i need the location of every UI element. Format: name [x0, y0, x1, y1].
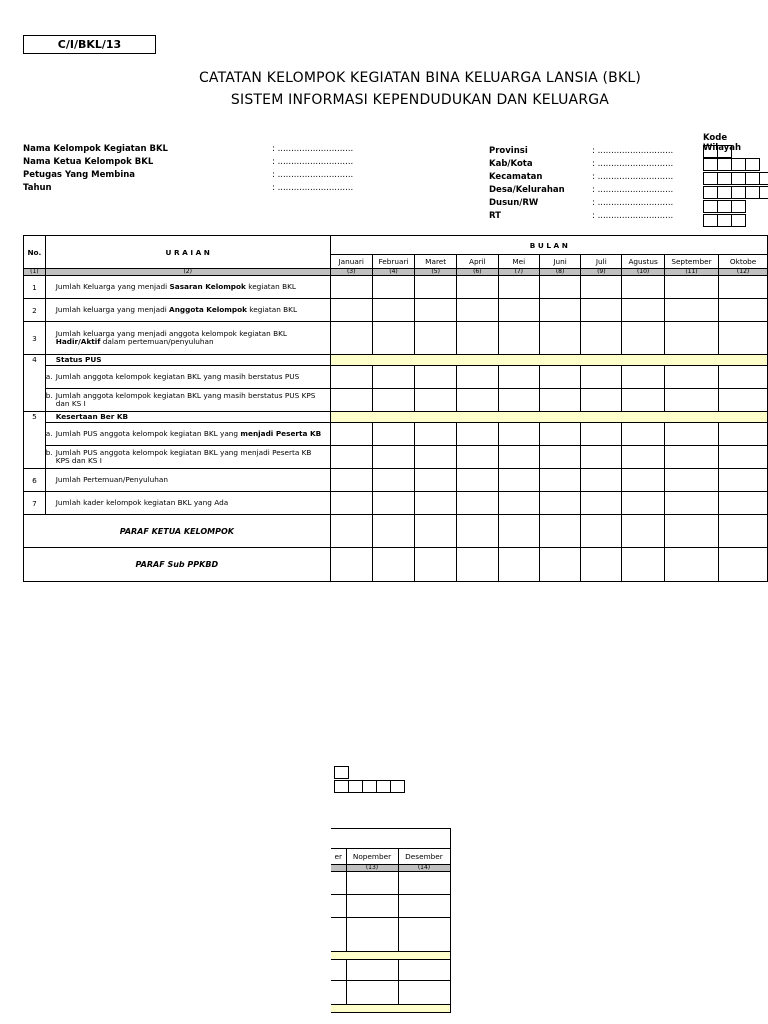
data-cell[interactable] — [457, 446, 499, 469]
col-number: (4) — [372, 269, 414, 276]
data-cell[interactable] — [581, 276, 622, 299]
row-text: dalam pertemuan/penyuluhan — [100, 337, 214, 346]
col-number: (11) — [664, 269, 718, 276]
sign-cell[interactable] — [457, 548, 499, 582]
info-label: Tahun — [23, 183, 52, 193]
sign-cell[interactable] — [415, 515, 457, 548]
data-cell[interactable] — [330, 366, 372, 389]
data-cell[interactable] — [498, 322, 539, 355]
info-value[interactable]: : ............................ — [272, 170, 354, 180]
sub-marker: b. — [45, 391, 53, 400]
row-text-emphasis: Hadir/Aktif — [55, 337, 101, 346]
col-number: (9) — [581, 269, 622, 276]
data-cell[interactable] — [372, 299, 414, 322]
col-number: (5) — [415, 269, 457, 276]
data-cell[interactable] — [415, 322, 457, 355]
info-value[interactable]: : ............................ — [272, 183, 354, 193]
sub-marker: a. — [45, 372, 53, 381]
info-value[interactable]: : ............................ — [592, 146, 674, 156]
data-cell[interactable] — [622, 492, 664, 515]
data-cell[interactable] — [622, 446, 664, 469]
data-cell[interactable] — [539, 276, 580, 299]
kode-kabkota-boxes[interactable] — [703, 158, 760, 171]
data-cell[interactable] — [539, 366, 580, 389]
data-cell[interactable] — [457, 389, 499, 412]
row-text: kegiatan BKL — [246, 305, 298, 314]
data-cell[interactable] — [498, 469, 539, 492]
table-row — [24, 355, 768, 366]
sign-cell[interactable] — [539, 548, 580, 582]
col-number: (8) — [539, 269, 580, 276]
section-title: Status PUS — [55, 355, 102, 364]
info-label: Provinsi — [489, 146, 528, 156]
section-fill — [330, 412, 767, 423]
row-number: 7 — [24, 492, 46, 515]
sign-cell[interactable] — [719, 515, 768, 548]
info-label: Nama Ketua Kelompok BKL — [23, 157, 154, 167]
table-row — [24, 299, 768, 322]
data-cell[interactable] — [539, 492, 580, 515]
kode-rt-boxes[interactable] — [703, 214, 746, 227]
data-cell[interactable] — [622, 423, 664, 446]
data-cell[interactable] — [581, 423, 622, 446]
month-header: Maret — [415, 255, 457, 269]
paraf-sub-label: PARAF Sub PPKBD — [24, 548, 331, 582]
row-description — [45, 492, 330, 515]
table-row — [24, 389, 768, 412]
sign-cell[interactable] — [415, 548, 457, 582]
month-header: September — [664, 255, 718, 269]
sign-cell[interactable] — [498, 515, 539, 548]
sign-cell[interactable] — [457, 515, 499, 548]
sign-cell[interactable] — [372, 515, 414, 548]
table-row — [24, 366, 768, 389]
table-row — [24, 412, 768, 423]
info-value[interactable]: : ............................ — [592, 185, 674, 195]
data-cell[interactable] — [498, 446, 539, 469]
data-cell[interactable] — [539, 322, 580, 355]
data-cell[interactable] — [719, 446, 768, 469]
data-cell[interactable] — [457, 276, 499, 299]
data-cell[interactable] — [415, 446, 457, 469]
data-cell[interactable] — [719, 366, 768, 389]
month-header: er — [331, 849, 346, 865]
data-cell[interactable] — [415, 299, 457, 322]
data-cell[interactable] — [664, 492, 718, 515]
row-text-emphasis: Anggota Kelompok — [169, 305, 247, 314]
data-cell[interactable] — [415, 469, 457, 492]
data-cell[interactable] — [457, 492, 499, 515]
data-cell[interactable] — [457, 423, 499, 446]
fragment-kode-boxes-1 — [334, 766, 349, 779]
data-cell[interactable] — [415, 366, 457, 389]
row-text: Jumlah PUS anggota kelompok kegiatan BKL yang — [55, 429, 241, 438]
data-cell[interactable] — [457, 366, 499, 389]
info-value[interactable]: : ............................ — [272, 144, 354, 154]
data-cell[interactable] — [719, 276, 768, 299]
section-fill — [330, 355, 767, 366]
data-cell[interactable] — [539, 446, 580, 469]
row-description — [45, 299, 330, 322]
info-value[interactable]: : ............................ — [592, 172, 674, 182]
data-cell[interactable] — [330, 389, 372, 412]
info-value[interactable]: : ............................ — [272, 157, 354, 167]
data-cell[interactable] — [457, 469, 499, 492]
data-cell[interactable] — [622, 389, 664, 412]
data-cell[interactable] — [581, 322, 622, 355]
row-text-emphasis: Sasaran Kelompok — [169, 282, 246, 291]
info-label: Petugas Yang Membina — [23, 170, 136, 180]
data-cell[interactable] — [372, 446, 414, 469]
data-cell[interactable] — [415, 276, 457, 299]
sign-cell[interactable] — [372, 548, 414, 582]
sign-cell[interactable] — [622, 515, 664, 548]
title-line-2: SISTEM INFORMASI KEPENDUDUKAN DAN KELUARGA — [230, 92, 610, 108]
row-text: Jumlah Pertemuan/Penyuluhan — [55, 475, 168, 484]
col-number: (2) — [45, 269, 330, 276]
row-description — [45, 446, 330, 469]
data-cell[interactable] — [622, 276, 664, 299]
col-bulan-header: B U L A N — [330, 236, 767, 255]
data-cell[interactable] — [457, 299, 499, 322]
row-description — [45, 322, 330, 355]
table-row — [24, 469, 768, 492]
data-cell[interactable] — [330, 469, 372, 492]
data-cell[interactable] — [581, 469, 622, 492]
data-cell[interactable] — [664, 366, 718, 389]
data-cell[interactable] — [581, 389, 622, 412]
data-cell[interactable] — [498, 423, 539, 446]
data-cell[interactable] — [330, 446, 372, 469]
title-line-1: CATATAN KELOMPOK KEGIATAN BINA KELUARGA LANSIA (BKL) — [198, 70, 642, 86]
col-number: (14) — [398, 865, 450, 872]
data-cell[interactable] — [719, 469, 768, 492]
row-text: Jumlah kader kelompok kegiatan BKL yang Ada — [55, 498, 229, 507]
fragment-header-cell — [331, 829, 450, 849]
data-cell[interactable] — [372, 322, 414, 355]
data-cell[interactable] — [664, 322, 718, 355]
row-description — [45, 366, 330, 389]
col-number: (12) — [719, 269, 768, 276]
sign-cell[interactable] — [581, 548, 622, 582]
data-cell[interactable] — [498, 366, 539, 389]
row-text: kegiatan BKL — [245, 282, 296, 291]
kode-desa-boxes[interactable] — [703, 186, 768, 199]
fragment-kode-boxes-2 — [334, 780, 405, 793]
data-cell[interactable] — [719, 423, 768, 446]
col-number: (6) — [457, 269, 499, 276]
info-value[interactable]: : ............................ — [592, 159, 674, 169]
info-label: Kab/Kota — [489, 159, 533, 169]
month-header: Juni — [539, 255, 580, 269]
data-cell[interactable] — [581, 366, 622, 389]
sign-cell[interactable] — [664, 515, 718, 548]
col-number: (7) — [498, 269, 539, 276]
data-cell[interactable] — [498, 276, 539, 299]
kode-provinsi-boxes[interactable] — [703, 145, 732, 158]
info-label: RT — [489, 211, 501, 221]
row-number: 6 — [24, 469, 46, 492]
fragment-table — [331, 828, 451, 1013]
info-label: Desa/Kelurahan — [489, 185, 565, 195]
data-cell[interactable] — [498, 299, 539, 322]
row-text: Jumlah anggota kelompok kegiatan BKL yang masih berstatus PUS KPS dan KS I — [55, 391, 316, 408]
sign-cell[interactable] — [539, 515, 580, 548]
month-header: April — [457, 255, 499, 269]
month-header: Februari — [372, 255, 414, 269]
form-code: C/I/BKL/13 — [23, 35, 156, 54]
row-text: Jumlah anggota kelompok kegiatan BKL yang masih berstatus PUS — [55, 372, 300, 381]
row-number: 1 — [24, 276, 46, 299]
data-cell[interactable] — [539, 389, 580, 412]
data-cell[interactable] — [664, 446, 718, 469]
month-header: Mei — [498, 255, 539, 269]
col-number: (13) — [346, 865, 398, 872]
data-cell[interactable] — [664, 299, 718, 322]
sign-cell[interactable] — [622, 548, 664, 582]
data-cell[interactable] — [664, 389, 718, 412]
data-cell[interactable] — [457, 322, 499, 355]
row-text: Jumlah keluarga yang menjadi — [55, 305, 170, 314]
data-cell[interactable] — [664, 423, 718, 446]
info-value[interactable]: : ............................ — [592, 211, 674, 221]
data-cell[interactable] — [498, 389, 539, 412]
left-info-labels — [23, 143, 168, 195]
row-text: Jumlah keluarga yang menjadi anggota kelompok kegiatan BKL — [55, 329, 287, 338]
data-cell[interactable] — [581, 446, 622, 469]
month-header: Oktobe — [719, 255, 768, 269]
sign-cell[interactable] — [330, 548, 372, 582]
row-description — [45, 412, 330, 423]
table-row — [24, 423, 768, 446]
sub-marker: a. — [45, 429, 53, 438]
sign-cell[interactable] — [330, 515, 372, 548]
sign-cell[interactable] — [719, 548, 768, 582]
data-cell[interactable] — [372, 389, 414, 412]
kode-dusun-boxes[interactable] — [703, 200, 746, 213]
data-cell[interactable] — [622, 299, 664, 322]
sign-cell[interactable] — [664, 548, 718, 582]
data-cell[interactable] — [581, 492, 622, 515]
col-no-header: No. — [24, 236, 46, 269]
data-cell[interactable] — [372, 423, 414, 446]
row-description — [45, 355, 330, 366]
col-number: (1) — [24, 269, 46, 276]
data-cell[interactable] — [539, 469, 580, 492]
row-text: Jumlah Keluarga yang menjadi — [55, 282, 170, 291]
row-description — [45, 423, 330, 446]
kode-wilayah-label: Kode Wilayah — [703, 133, 742, 153]
month-header: Januari — [330, 255, 372, 269]
month-header: Nopember — [346, 849, 398, 865]
section-title: Kesertaan Ber KB — [55, 412, 129, 421]
paraf-ketua-label: PARAF KETUA KELOMPOK — [24, 515, 331, 548]
data-cell[interactable] — [330, 322, 372, 355]
recording-table — [23, 235, 768, 582]
data-cell[interactable] — [372, 469, 414, 492]
data-cell[interactable] — [330, 276, 372, 299]
col-number: (10) — [622, 269, 664, 276]
table-row — [24, 322, 768, 355]
info-label: Dusun/RW — [489, 198, 539, 208]
sign-cell[interactable] — [581, 515, 622, 548]
data-cell[interactable] — [719, 389, 768, 412]
data-cell[interactable] — [539, 423, 580, 446]
data-cell[interactable] — [664, 469, 718, 492]
month-header: Desember — [398, 849, 450, 865]
data-cell[interactable] — [372, 276, 414, 299]
data-cell[interactable] — [719, 299, 768, 322]
data-cell[interactable] — [539, 299, 580, 322]
col-number: (3) — [330, 269, 372, 276]
right-info-values — [592, 145, 673, 223]
row-text-emphasis: menjadi Peserta KB — [240, 429, 322, 438]
sub-marker: b. — [45, 448, 53, 457]
data-cell[interactable] — [372, 492, 414, 515]
row-number: 4 — [24, 355, 46, 412]
data-cell[interactable] — [415, 389, 457, 412]
month-header: Agustus — [622, 255, 664, 269]
info-value[interactable]: : ............................ — [592, 198, 674, 208]
left-info-values — [272, 143, 353, 195]
data-cell[interactable] — [581, 299, 622, 322]
info-label: Kecamatan — [489, 172, 543, 182]
table-row — [24, 446, 768, 469]
data-cell[interactable] — [498, 492, 539, 515]
data-cell[interactable] — [415, 423, 457, 446]
row-description — [45, 469, 330, 492]
row-number: 3 — [24, 322, 46, 355]
sign-cell[interactable] — [498, 548, 539, 582]
row-number: 5 — [24, 412, 46, 469]
data-cell[interactable] — [622, 322, 664, 355]
data-cell[interactable] — [719, 322, 768, 355]
right-info-labels — [489, 145, 565, 223]
data-cell[interactable] — [719, 492, 768, 515]
data-cell[interactable] — [372, 366, 414, 389]
kode-kecamatan-boxes[interactable] — [703, 172, 768, 185]
info-label: Nama Kelompok Kegiatan BKL — [23, 144, 168, 154]
row-number: 2 — [24, 299, 46, 322]
row-description — [45, 276, 330, 299]
data-cell[interactable] — [330, 299, 372, 322]
data-cell[interactable] — [415, 492, 457, 515]
data-cell[interactable] — [664, 276, 718, 299]
table-row — [24, 492, 768, 515]
table-row — [24, 276, 768, 299]
row-description — [45, 389, 330, 412]
data-cell[interactable] — [330, 492, 372, 515]
row-text: Jumlah PUS anggota kelompok kegiatan BKL yang menjadi Peserta KB KPS dan KS I — [55, 448, 312, 465]
data-cell[interactable] — [330, 423, 372, 446]
month-header: Juli — [581, 255, 622, 269]
col-uraian-header: U R A I A N — [45, 236, 330, 269]
data-cell[interactable] — [622, 366, 664, 389]
data-cell[interactable] — [622, 469, 664, 492]
